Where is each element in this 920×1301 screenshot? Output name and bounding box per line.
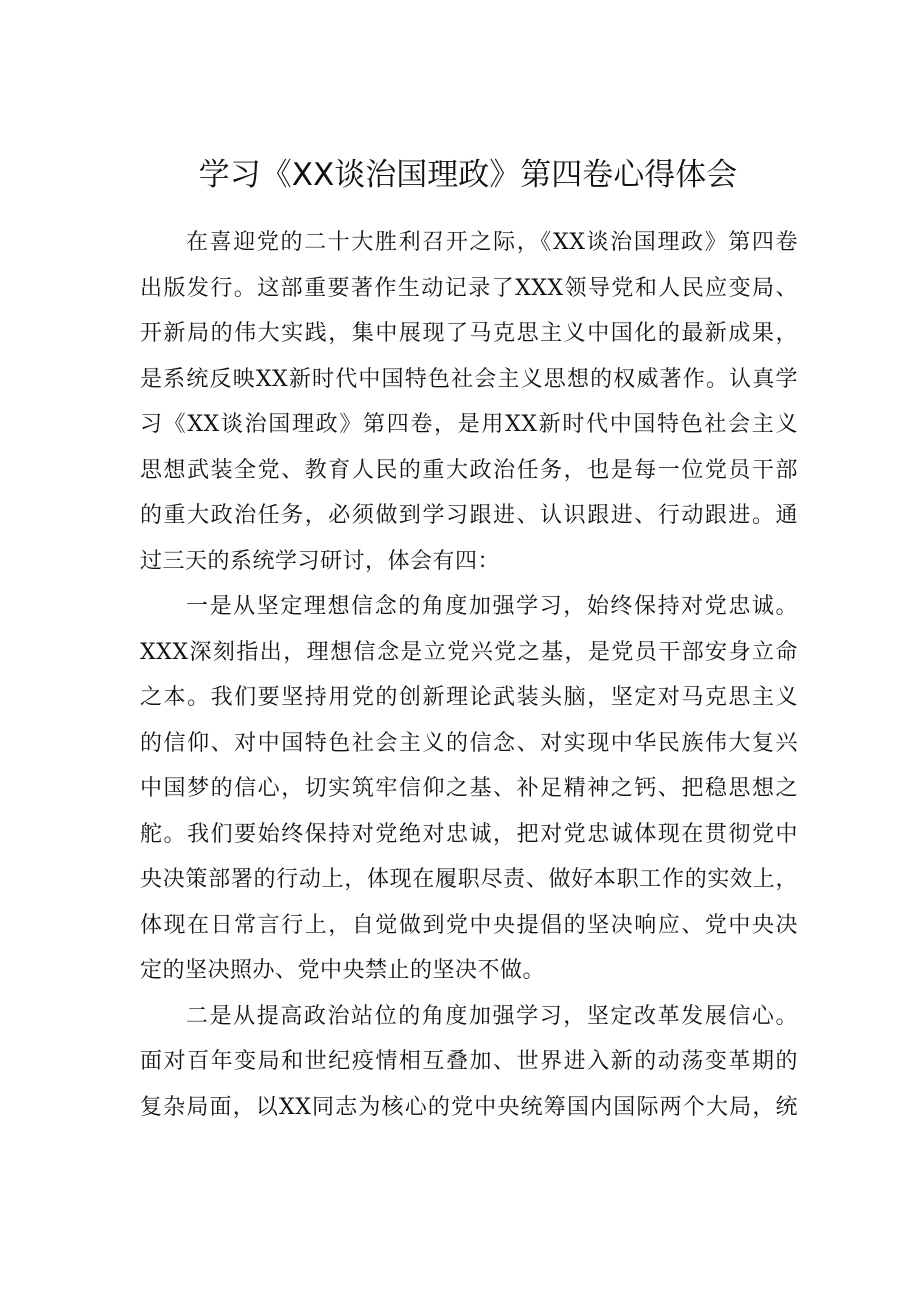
text-line: 之本。我们要坚持用党的创新理论武装头脑，坚定对马克思主义 [140, 685, 798, 710]
text-line: 出版发行。这部重要著作生动记录了XXX领导党和人民应变局、 [140, 275, 798, 301]
document-title: 学习《XX谈治国理政》第四卷心得体会 [198, 157, 738, 193]
text-line: 过三天的系统学习研讨，体会有四： [140, 548, 501, 574]
text-line: XXX深刻指出，理想信念是立党兴党之基，是党员干部安身立命 [140, 639, 798, 665]
text-line: 舵。我们要始终保持对党绝对忠诚，把对党忠诚体现在贯彻党中 [140, 821, 798, 847]
text-line: 开新局的伟大实践，集中展现了马克思主义中国化的最新成果， [140, 321, 798, 346]
text-line: 二是从提高政治站位的角度加强学习，坚定改革发展信心。 [186, 1003, 798, 1029]
text-line: 习《XX谈治国理政》第四卷，是用XX新时代中国特色社会主义 [140, 412, 798, 437]
text-line: 是系统反映XX新时代中国特色社会主义思想的权威著作。认真学 [140, 366, 798, 392]
text-line: 定的坚决照办、党中央禁止的坚决不做。 [140, 958, 546, 983]
document-body [140, 220, 798, 1130]
text-line: 复杂局面，以XX同志为核心的党中央统筹国内国际两个大局，统 [140, 1094, 798, 1120]
text-line: 央决策部署的行动上，体现在履职尽责、做好本职工作的实效上， [140, 867, 798, 892]
text-line: 中国梦的信心，切实筑牢信仰之基、补足精神之钙、把稳思想之 [140, 776, 798, 801]
text-line: 思想武装全党、教育人民的重大政治任务，也是每一位党员干部 [140, 457, 798, 483]
text-line: 体现在日常言行上，自觉做到党中央提倡的坚决响应、党中央决 [140, 912, 798, 938]
text-line: 面对百年变局和世纪疫情相互叠加、世界进入新的动荡变革期的 [140, 1049, 798, 1074]
text-line: 一是从坚定理想信念的角度加强学习，始终保持对党忠诚。 [186, 594, 798, 619]
text-line: 在喜迎党的二十大胜利召开之际，《XX谈治国理政》第四卷 [186, 230, 798, 255]
text-line: 的重大政治任务，必须做到学习跟进、认识跟进、行动跟进。通 [140, 503, 798, 528]
text-line: 的信仰、对中国特色社会主义的信念、对实现中华民族伟大复兴 [140, 730, 798, 756]
